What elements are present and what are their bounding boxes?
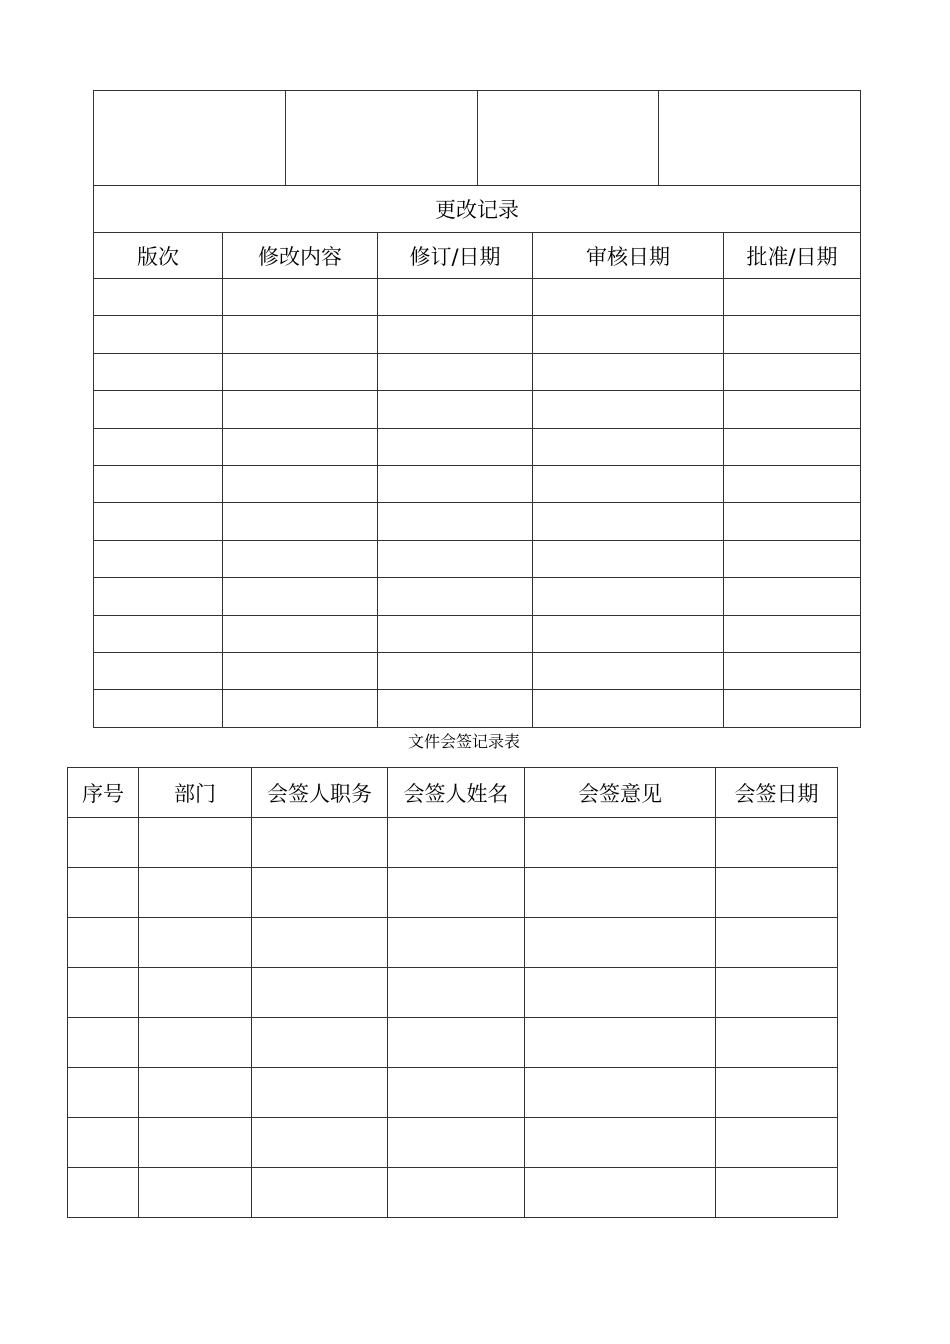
table-cell[interactable] (252, 968, 388, 1018)
table-cell[interactable] (533, 279, 724, 316)
table-cell[interactable] (533, 615, 724, 652)
table-cell[interactable] (223, 316, 378, 353)
table-cell[interactable] (525, 1168, 716, 1218)
table-row (94, 465, 861, 502)
table-cell[interactable] (378, 503, 533, 540)
table-cell[interactable] (252, 818, 388, 868)
change-record-table (93, 90, 861, 728)
table-cell[interactable] (68, 1118, 139, 1168)
table-cell[interactable] (525, 1018, 716, 1068)
table-cell[interactable] (139, 1018, 252, 1068)
table-cell[interactable] (94, 503, 223, 540)
table-cell[interactable] (378, 391, 533, 428)
table-cell[interactable] (223, 578, 378, 615)
table-cell[interactable] (68, 918, 139, 968)
table-cell[interactable] (724, 503, 861, 540)
column-header-seq: 序号 (68, 768, 139, 818)
column-header-revision-date: 修订/日期 (378, 233, 533, 279)
table-cell[interactable] (252, 1018, 388, 1068)
column-header-version: 版次 (94, 233, 223, 279)
table-cell[interactable] (378, 652, 533, 689)
signature-row (94, 91, 861, 186)
table-cell[interactable] (252, 918, 388, 968)
table-cell[interactable] (388, 1168, 525, 1218)
table-cell[interactable] (378, 465, 533, 502)
sign-record-caption: 文件会签记录表 (407, 732, 520, 751)
table-cell[interactable] (724, 428, 861, 465)
table-cell[interactable] (724, 465, 861, 502)
table-cell[interactable] (525, 1068, 716, 1118)
signature-cell[interactable] (286, 91, 478, 186)
table-cell[interactable] (533, 428, 724, 465)
table-cell[interactable] (378, 578, 533, 615)
table-cell[interactable] (716, 1018, 838, 1068)
column-header-content: 修改内容 (223, 233, 378, 279)
table-row (94, 391, 861, 428)
table-cell[interactable] (252, 1068, 388, 1118)
table-cell[interactable] (139, 868, 252, 918)
table-cell[interactable] (378, 690, 533, 727)
table-cell[interactable] (378, 353, 533, 390)
table-cell[interactable] (533, 652, 724, 689)
table-row (68, 1168, 838, 1218)
column-header-review-date: 审核日期 (533, 233, 724, 279)
table-cell[interactable] (525, 968, 716, 1018)
table-cell[interactable] (388, 818, 525, 868)
table-row (94, 279, 861, 316)
table-cell[interactable] (68, 868, 139, 918)
table-cell[interactable] (94, 279, 223, 316)
table-cell[interactable] (533, 316, 724, 353)
table-cell[interactable] (378, 316, 533, 353)
table-cell[interactable] (716, 818, 838, 868)
table-cell[interactable] (68, 1068, 139, 1118)
table-cell[interactable] (378, 279, 533, 316)
table-row (68, 868, 838, 918)
column-header-department: 部门 (139, 768, 252, 818)
table-row (94, 428, 861, 465)
table-cell[interactable] (388, 918, 525, 968)
table-cell[interactable] (724, 578, 861, 615)
table-cell[interactable] (533, 391, 724, 428)
table-cell[interactable] (223, 428, 378, 465)
table-cell[interactable] (139, 1168, 252, 1218)
table-cell[interactable] (252, 868, 388, 918)
table-cell[interactable] (378, 615, 533, 652)
table-cell[interactable] (533, 503, 724, 540)
table-cell[interactable] (223, 652, 378, 689)
table-row (68, 968, 838, 1018)
table-cell[interactable] (223, 690, 378, 727)
table-row (94, 503, 861, 540)
column-header-signer-name: 会签人姓名 (388, 768, 525, 818)
table-cell[interactable] (533, 465, 724, 502)
table-cell[interactable] (223, 615, 378, 652)
table-cell[interactable] (533, 540, 724, 577)
table-cell[interactable] (94, 652, 223, 689)
table-cell[interactable] (533, 578, 724, 615)
table-row (94, 540, 861, 577)
table-cell[interactable] (94, 353, 223, 390)
table-cell[interactable] (724, 391, 861, 428)
table-cell[interactable] (94, 578, 223, 615)
table-cell[interactable] (94, 690, 223, 727)
table-cell[interactable] (724, 540, 861, 577)
table-cell[interactable] (68, 968, 139, 1018)
table-cell[interactable] (252, 1168, 388, 1218)
table-cell[interactable] (68, 1018, 139, 1068)
table-cell[interactable] (68, 1168, 139, 1218)
table-row (68, 1018, 838, 1068)
table-cell[interactable] (139, 818, 252, 868)
table-cell[interactable] (223, 391, 378, 428)
table-cell[interactable] (94, 465, 223, 502)
column-header-opinion: 会签意见 (525, 768, 716, 818)
table-cell[interactable] (716, 1068, 838, 1118)
column-header-sign-date: 会签日期 (716, 768, 838, 818)
table-cell[interactable] (716, 1168, 838, 1218)
table-row (94, 353, 861, 390)
column-header-approval-date: 批准/日期 (724, 233, 861, 279)
sign-record-body (68, 818, 838, 1218)
table-cell[interactable] (716, 868, 838, 918)
table-cell[interactable] (223, 465, 378, 502)
table-row (94, 316, 861, 353)
table-cell[interactable] (388, 868, 525, 918)
table-row (68, 918, 838, 968)
signature-cell[interactable] (659, 91, 861, 186)
table-row (94, 652, 861, 689)
table-cell[interactable] (724, 652, 861, 689)
table-cell[interactable] (94, 540, 223, 577)
table-row (94, 578, 861, 615)
table-row (94, 615, 861, 652)
table-cell[interactable] (533, 690, 724, 727)
table-cell[interactable] (223, 279, 378, 316)
table-cell[interactable] (378, 428, 533, 465)
table-cell[interactable] (724, 279, 861, 316)
signature-cell[interactable] (94, 91, 286, 186)
table-row (68, 1118, 838, 1168)
table-cell[interactable] (716, 1118, 838, 1168)
table-cell[interactable] (94, 615, 223, 652)
table-cell[interactable] (378, 540, 533, 577)
table-cell[interactable] (724, 316, 861, 353)
table-cell[interactable] (139, 918, 252, 968)
table-row (68, 1068, 838, 1118)
column-header-signer-title: 会签人职务 (252, 768, 388, 818)
table-cell[interactable] (94, 428, 223, 465)
table-cell[interactable] (388, 1018, 525, 1068)
table-cell[interactable] (724, 615, 861, 652)
sign-record-table (67, 767, 838, 1218)
table-cell[interactable] (388, 1118, 525, 1168)
table-cell[interactable] (525, 818, 716, 868)
table-cell[interactable] (525, 868, 716, 918)
table-cell[interactable] (94, 391, 223, 428)
table-cell[interactable] (139, 1118, 252, 1168)
table-cell[interactable] (533, 353, 724, 390)
table-cell[interactable] (388, 1068, 525, 1118)
table-row (68, 818, 838, 868)
table-cell[interactable] (94, 316, 223, 353)
change-record-body (94, 279, 861, 728)
table-cell[interactable] (223, 503, 378, 540)
change-record-title-row (94, 186, 861, 233)
table-cell[interactable] (724, 690, 861, 727)
change-record-header-row (94, 233, 861, 279)
table-cell[interactable] (139, 968, 252, 1018)
table-cell[interactable] (223, 353, 378, 390)
table-row (94, 690, 861, 727)
table-cell[interactable] (525, 918, 716, 968)
table-cell[interactable] (716, 968, 838, 1018)
table-cell[interactable] (252, 1118, 388, 1168)
table-cell[interactable] (525, 1118, 716, 1168)
table-cell[interactable] (68, 818, 139, 868)
table-cell[interactable] (223, 540, 378, 577)
table-cell[interactable] (716, 918, 838, 968)
table-cell[interactable] (388, 968, 525, 1018)
sign-record-header-row (68, 768, 838, 818)
table-cell[interactable] (139, 1068, 252, 1118)
signature-cell[interactable] (478, 91, 659, 186)
change-record-title: 更改记录 (94, 186, 861, 233)
table-cell[interactable] (724, 353, 861, 390)
